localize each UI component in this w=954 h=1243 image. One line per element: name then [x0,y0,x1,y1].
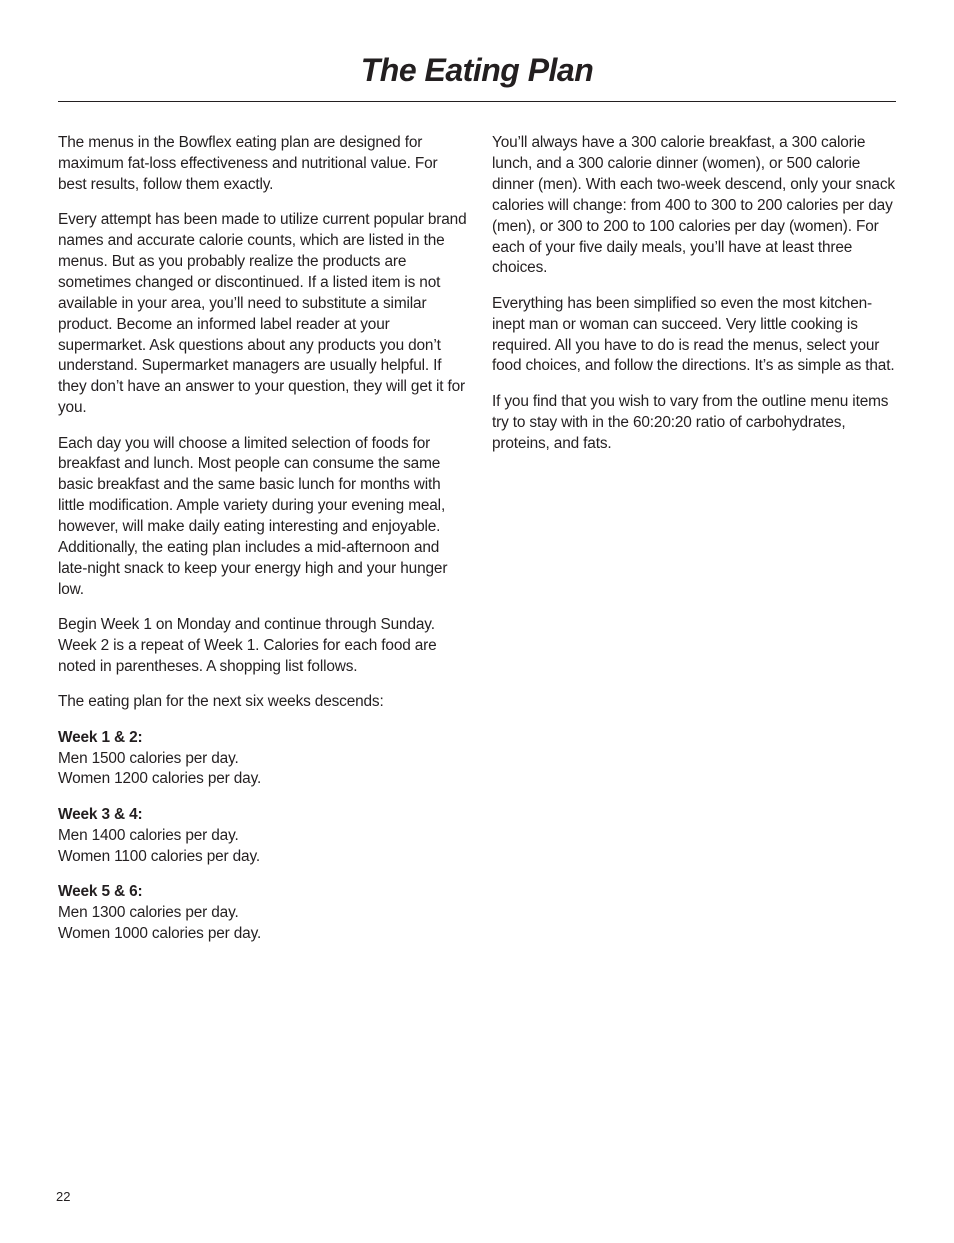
body-paragraph: If you find that you wish to vary from the outline menu items try to stay with in the 60:20:20 ratio of carbohydrates, proteins, and fats. [492,392,889,452]
week-heading: Week 5 & 6: [58,882,143,900]
body-paragraph: The eating plan for the next six weeks descends: [58,693,384,711]
page-number: 22 [56,1189,71,1204]
body-paragraph: You’ll always have a 300 calorie breakfast, a 300 calorie lunch, and a 300 calorie dinner (women), or 500 calorie dinner (men). With each two-week descend, only your snack calories will change: from 400 to 300 to 200 calories per day (men), or 300 to 200 to 100 calories per day (women). For each of your five daily meals, you’ll have at least three choices. [492,134,895,277]
men-calories: Men 1300 calories per day. [58,903,239,921]
body-paragraph: Every attempt has been made to utilize current popular brand names and accurate calorie counts, which are listed in the menus. But as you probably realize the products are sometimes changed or discontinued. If a listed item is not available in your area, you’ll need to substitute a similar product. Become an informed label reader at your supermarket. Ask questions about any products you don’t understand. Supermarket managers are usually helpful. If they don’t have an answer to your question, they will get it for you. [58,211,467,417]
week-block [58,805,468,868]
body-paragraph: Each day you will choose a limited selection of foods for breakfast and lunch. Most people can consume the same basic breakfast and the same basic lunch for months with little modification. Ample variety during your evening meal, however, will make daily eating interesting and enjoyable. Additionally, the eating plan includes a mid-afternoon and late-night snack to keep your energy high and your hunger low. [58,434,448,598]
week-block [58,882,468,945]
women-calories: Women 1000 calories per day. [58,924,262,942]
body-paragraph: The menus in the Bowflex eating plan are designed for maximum fat-loss effectiveness and nutritional value. For best results, follow them exactly. [58,134,438,193]
right-column [492,133,902,469]
week-heading: Week 1 & 2: [58,728,143,746]
body-paragraph: Everything has been simplified so even the most kitchen-inept man or woman can succeed. Very little cooking is required. All you have to do is read the menus, select your food choices, and follow the directions. It’s as simple as that. [492,294,895,375]
body-paragraph: Begin Week 1 on Monday and continue through Sunday. Week 2 is a repeat of Week 1. Calories for each food are noted in parentheses. A shopping list follows. [58,616,437,676]
week-block [58,728,468,791]
women-calories: Women 1200 calories per day. [58,770,262,788]
men-calories: Men 1400 calories per day. [58,826,239,844]
week-heading: Week 3 & 4: [58,805,143,823]
page-title: The Eating Plan [360,52,594,88]
women-calories: Women 1100 calories per day. [58,847,260,865]
title-divider [58,101,896,102]
left-column [58,133,468,959]
men-calories: Men 1500 calories per day. [58,749,239,767]
